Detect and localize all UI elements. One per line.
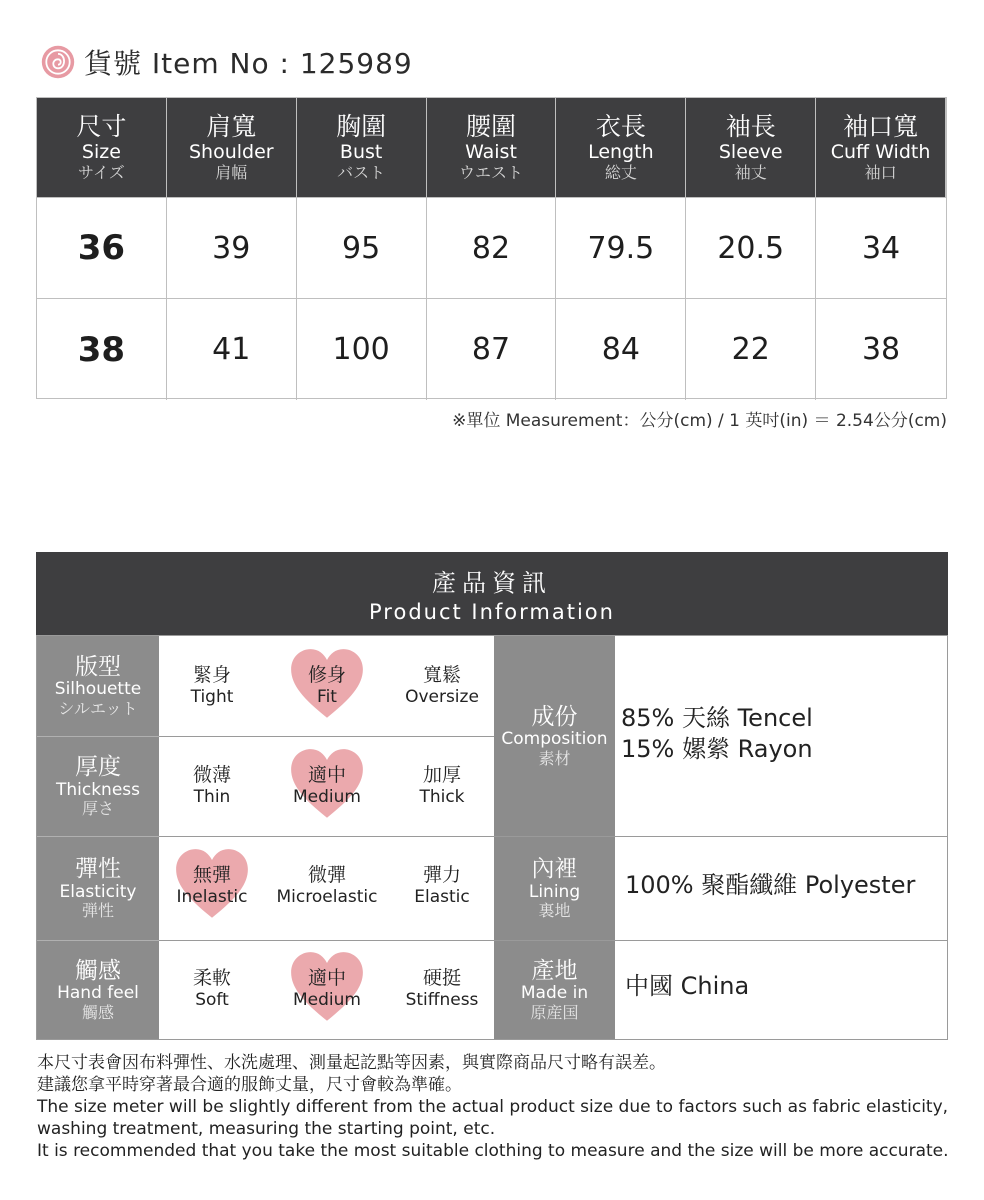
header-bust: 胸圍 Bust バスト bbox=[297, 98, 427, 197]
option-label-zh: 緊身 bbox=[192, 664, 231, 687]
header-cuff-width: 袖口寬 Cuff Width 袖口 bbox=[816, 98, 946, 197]
label-silhouette: 版型 Silhouette シルエット bbox=[37, 636, 159, 737]
option-label-en: Microelastic bbox=[276, 887, 378, 908]
disclaimer-line: It is recommended that you take the most suitable clothing to measure and the size will be more accurate. bbox=[37, 1141, 949, 1161]
option-label-en: Fit bbox=[317, 687, 337, 708]
header-size: 尺寸 Size サイズ bbox=[37, 98, 167, 197]
option-label-en: Oversize bbox=[405, 687, 479, 708]
attribute-option bbox=[147, 836, 277, 936]
attribute-option bbox=[147, 736, 277, 836]
option-label-en: Soft bbox=[195, 990, 229, 1011]
option-label-zh: 修身 bbox=[307, 664, 346, 687]
table-cell-size: 38 bbox=[37, 298, 167, 400]
attribute-option bbox=[262, 836, 392, 936]
product-info-title-en: Product Information bbox=[369, 600, 615, 624]
option-label-zh: 微薄 bbox=[192, 764, 231, 787]
table-cell-size: 36 bbox=[37, 197, 167, 298]
option-label-en: Tight bbox=[190, 687, 234, 708]
label-elasticity: 彈性 Elasticity 弾性 bbox=[37, 837, 159, 941]
attribute-option bbox=[377, 939, 507, 1039]
attribute-option bbox=[377, 736, 507, 836]
option-label-en: Thin bbox=[193, 787, 231, 808]
table-cell: 38 bbox=[816, 298, 946, 400]
option-label-en: Medium bbox=[293, 990, 361, 1011]
product-info-header bbox=[36, 552, 948, 635]
option-label-zh: 柔軟 bbox=[192, 967, 231, 990]
table-cell: 22 bbox=[686, 298, 816, 400]
header-waist: 腰圍 Waist ウエスト bbox=[427, 98, 557, 197]
option-label-en: Elastic bbox=[414, 887, 470, 908]
option-label-zh: 彈力 bbox=[422, 864, 461, 887]
table-cell: 34 bbox=[816, 197, 946, 298]
table-cell: 20.5 bbox=[686, 197, 816, 298]
disclaimer-line: The size meter will be slightly different from the actual product size due to factors such as fabric elasticity, bbox=[37, 1097, 949, 1117]
option-label-en: Inelastic bbox=[176, 887, 248, 908]
table-cell: 84 bbox=[556, 298, 686, 400]
table-cell: 95 bbox=[297, 197, 427, 298]
option-label-en: Stiffness bbox=[405, 990, 479, 1011]
composition-value bbox=[621, 703, 813, 765]
disclaimer-line: 建議您拿平時穿著最合適的服飾丈量，尺寸會較為準確。 bbox=[37, 1075, 462, 1095]
header-sleeve: 袖長 Sleeve 袖丈 bbox=[686, 98, 816, 197]
table-cell: 79.5 bbox=[556, 197, 686, 298]
item-number-heading bbox=[40, 40, 413, 84]
option-label-zh: 硬挺 bbox=[422, 967, 461, 990]
attribute-option bbox=[147, 939, 277, 1039]
label-thickness: 厚度 Thickness 厚さ bbox=[37, 737, 159, 837]
label-composition: 成份 Composition 素材 bbox=[494, 636, 615, 837]
label-hand-feel: 觸感 Hand feel 觸感 bbox=[37, 941, 159, 1039]
option-label-zh: 加厚 bbox=[422, 764, 461, 787]
label-made-in: 產地 Made in 原産国 bbox=[494, 941, 615, 1039]
disclaimer-line: 本尺寸表會因布料彈性、水洗處理、測量起訖點等因素，與實際商品尺寸略有誤差。 bbox=[37, 1053, 666, 1073]
label-lining: 內裡 Lining 裏地 bbox=[494, 837, 615, 941]
origin-value: 中國 China bbox=[625, 972, 750, 1000]
composition-line: 85% 天絲 Tencel bbox=[621, 704, 813, 732]
item-number-text: 貨號 Item No : 125989 bbox=[84, 47, 413, 80]
table-cell: 82 bbox=[427, 197, 557, 298]
composition-line: 15% 嫘縈 Rayon bbox=[621, 735, 813, 764]
option-label-zh: 微彈 bbox=[307, 864, 346, 887]
product-info-panel bbox=[36, 635, 948, 1040]
disclaimer bbox=[37, 1052, 957, 1162]
attribute-option bbox=[377, 836, 507, 936]
option-label-en: Thick bbox=[419, 787, 465, 808]
table-cell: 41 bbox=[167, 298, 297, 400]
product-info-title-zh: 產品資訊 bbox=[432, 569, 552, 597]
header-shoulder: 肩寬 Shoulder 肩幅 bbox=[167, 98, 297, 197]
option-label-zh: 適中 bbox=[307, 764, 346, 787]
attribute-option bbox=[147, 636, 277, 736]
table-cell: 39 bbox=[167, 197, 297, 298]
attribute-option bbox=[262, 939, 392, 1039]
measurement-note: ※單位 Measurement：公分(cm) / 1 英吋(in) ＝ 2.54公分(cm) bbox=[452, 411, 947, 431]
option-label-en: Medium bbox=[293, 787, 361, 808]
header-length: 衣長 Length 総丈 bbox=[556, 98, 686, 197]
option-label-zh: 無彈 bbox=[192, 864, 231, 887]
attribute-option bbox=[262, 736, 392, 836]
size-table bbox=[36, 97, 947, 399]
disclaimer-line: washing treatment, measuring the starting point, etc. bbox=[37, 1119, 496, 1139]
option-label-zh: 適中 bbox=[307, 967, 346, 990]
lining-value: 100% 聚酯纖維 Polyester bbox=[625, 871, 916, 899]
attribute-option bbox=[262, 636, 392, 736]
option-label-zh: 寬鬆 bbox=[422, 664, 461, 687]
rose-icon bbox=[40, 44, 76, 80]
attribute-option bbox=[377, 636, 507, 736]
table-cell: 100 bbox=[297, 298, 427, 400]
table-cell: 87 bbox=[427, 298, 557, 400]
